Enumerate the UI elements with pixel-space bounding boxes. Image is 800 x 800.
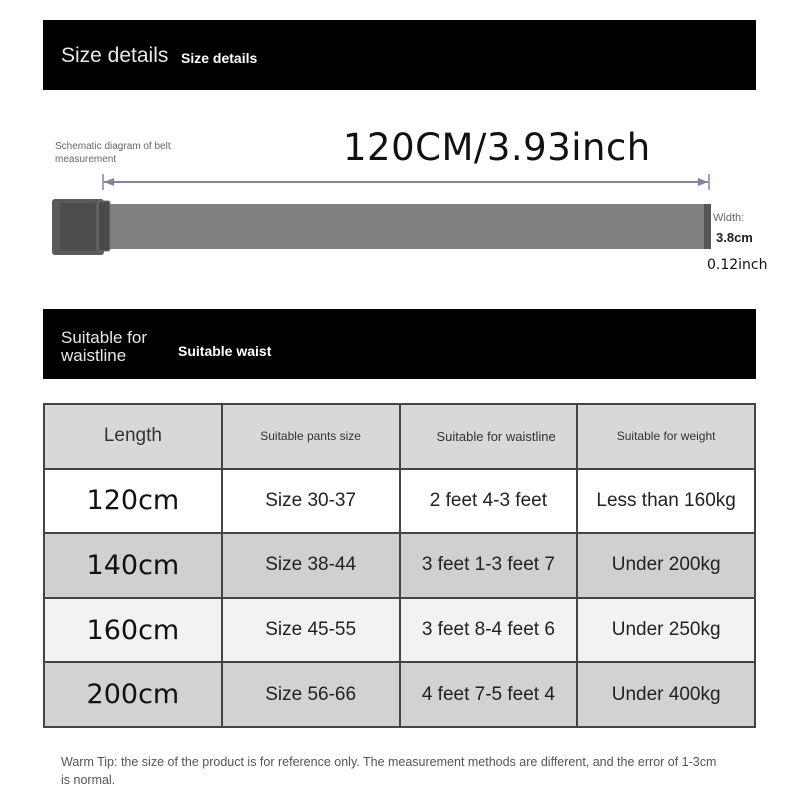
- table-row: [44, 662, 755, 727]
- cell-weight: Under 250kg: [577, 598, 755, 663]
- table-row: [44, 469, 755, 534]
- cell-waistline: 4 feet 7-5 feet 4: [400, 662, 578, 727]
- cell-weight: Less than 160kg: [577, 469, 755, 534]
- diagram-label: Schematic diagram of belt measurement: [55, 141, 171, 165]
- cell-waistline: 3 feet 1-3 feet 7: [400, 533, 578, 598]
- cell-pants-size: Size 45-55: [222, 598, 400, 663]
- size-details-subtitle: Size details: [181, 50, 258, 66]
- belt-strap: [95, 204, 710, 249]
- width-label: Width:: [713, 212, 745, 224]
- cell-weight: Under 200kg: [577, 533, 755, 598]
- cell-waistline: 2 feet 4-3 feet: [400, 469, 578, 534]
- width-cm: 3.8cm: [716, 230, 753, 245]
- cell-length: 120cm: [44, 469, 222, 534]
- belt-length-label: 120CM/3.93inch: [343, 126, 651, 169]
- cell-weight: Under 400kg: [577, 662, 755, 727]
- warm-tip: Warm Tip: the size of the product is for reference only. The measurement methods are different, and the error of 1-3cm is normal.: [61, 755, 717, 787]
- header-weight: Suitable for weight: [577, 404, 755, 469]
- cell-pants-size: Size 38-44: [222, 533, 400, 598]
- header-pants-size: Suitable pants size: [222, 404, 400, 469]
- suitable-waist-subtitle: Suitable waist: [178, 343, 272, 359]
- suitable-waist-banner: [43, 309, 756, 379]
- width-inch: 0.12inch: [707, 257, 768, 273]
- table-row: [44, 533, 755, 598]
- table-header-row: [44, 404, 755, 469]
- belt-diagram: [0, 0, 800, 300]
- cell-length: 140cm: [44, 533, 222, 598]
- cell-pants-size: Size 56-66: [222, 662, 400, 727]
- belt-tip: [704, 204, 711, 249]
- cell-length: 200cm: [44, 662, 222, 727]
- buckle-icon: [52, 199, 110, 255]
- cell-length: 160cm: [44, 598, 222, 663]
- cell-waistline: 3 feet 8-4 feet 6: [400, 598, 578, 663]
- suitable-waist-title: Suitable for waistline: [61, 328, 147, 365]
- size-table: [43, 403, 756, 728]
- length-arrow: [103, 174, 709, 190]
- size-details-title: Size details: [61, 44, 169, 67]
- table-row: [44, 598, 755, 663]
- cell-pants-size: Size 30-37: [222, 469, 400, 534]
- header-waistline: Suitable for waistline: [400, 404, 578, 469]
- header-length: Length: [44, 404, 222, 469]
